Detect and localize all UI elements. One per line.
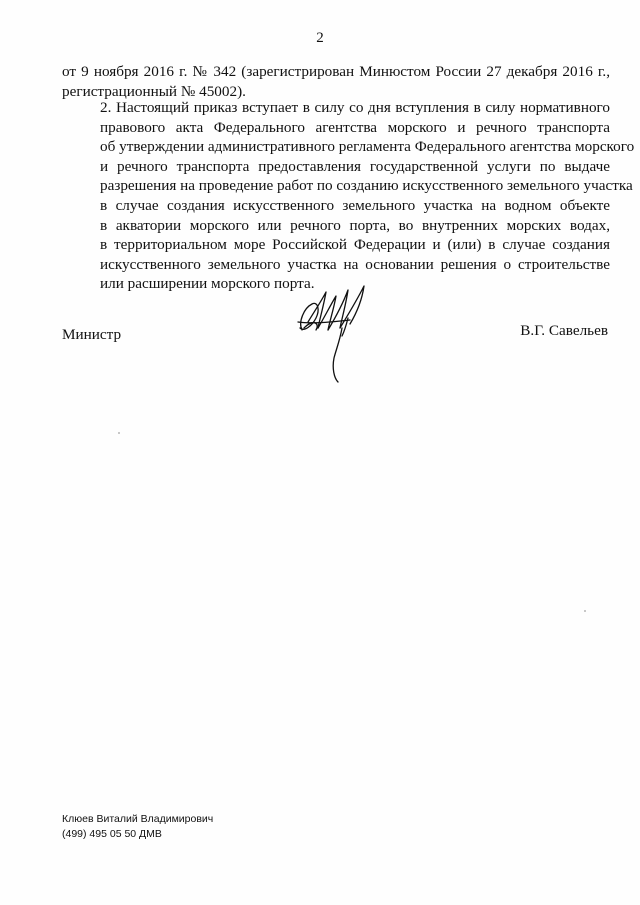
page-number: 2	[316, 30, 324, 46]
signer-position: Министр	[62, 326, 122, 343]
paragraph-2-line: в акватории морского или речного порта, во внутренних морских водах,	[100, 216, 610, 234]
signer-name: В.Г. Савельев	[520, 322, 608, 339]
signature-block	[62, 320, 610, 390]
paragraph-2-line: об утверждении административного регламента Федерального агентства морского	[100, 138, 635, 156]
paragraph-2-line: в случае создания искусственного земельного участка на водном объекте	[100, 196, 610, 214]
paragraph-2-line: в территориальном море Российской Федерации и (или) в случае создания	[100, 236, 610, 254]
paragraph-1-line: от 9 ноября 2016 г. № 342 (зарегистрирован Минюстом России 27 декабря 2016 г.,	[62, 63, 610, 80]
paragraph-2	[62, 98, 635, 294]
paragraph-2-line: и речного транспорта предоставления государственной услуги по выдаче	[100, 157, 610, 175]
paragraph-2-line: искусственного земельного участка на основании решения о строительстве	[100, 255, 610, 273]
scan-speck	[118, 432, 120, 434]
paragraph-1-line: регистрационный № 45002).	[62, 82, 246, 100]
executor-info	[62, 812, 213, 842]
executor-name: Клюев Виталий Владимирович	[62, 813, 214, 825]
paragraph-1	[62, 62, 610, 101]
paragraph-2-line: правового акта Федерального агентства морского и речного транспорта	[100, 118, 610, 136]
paragraph-2-line: разрешения на проведение работ по созданию искусственного земельного участка	[100, 177, 633, 195]
scan-speck	[584, 610, 586, 612]
handwritten-signature	[290, 278, 382, 388]
paragraph-2-line: или расширении морского порта.	[100, 275, 315, 293]
executor-phone: (499) 495 05 50 ДМВ	[62, 828, 162, 840]
paragraph-2-line: 2. Настоящий приказ вступает в силу со дня вступления в силу нормативного	[100, 99, 610, 116]
